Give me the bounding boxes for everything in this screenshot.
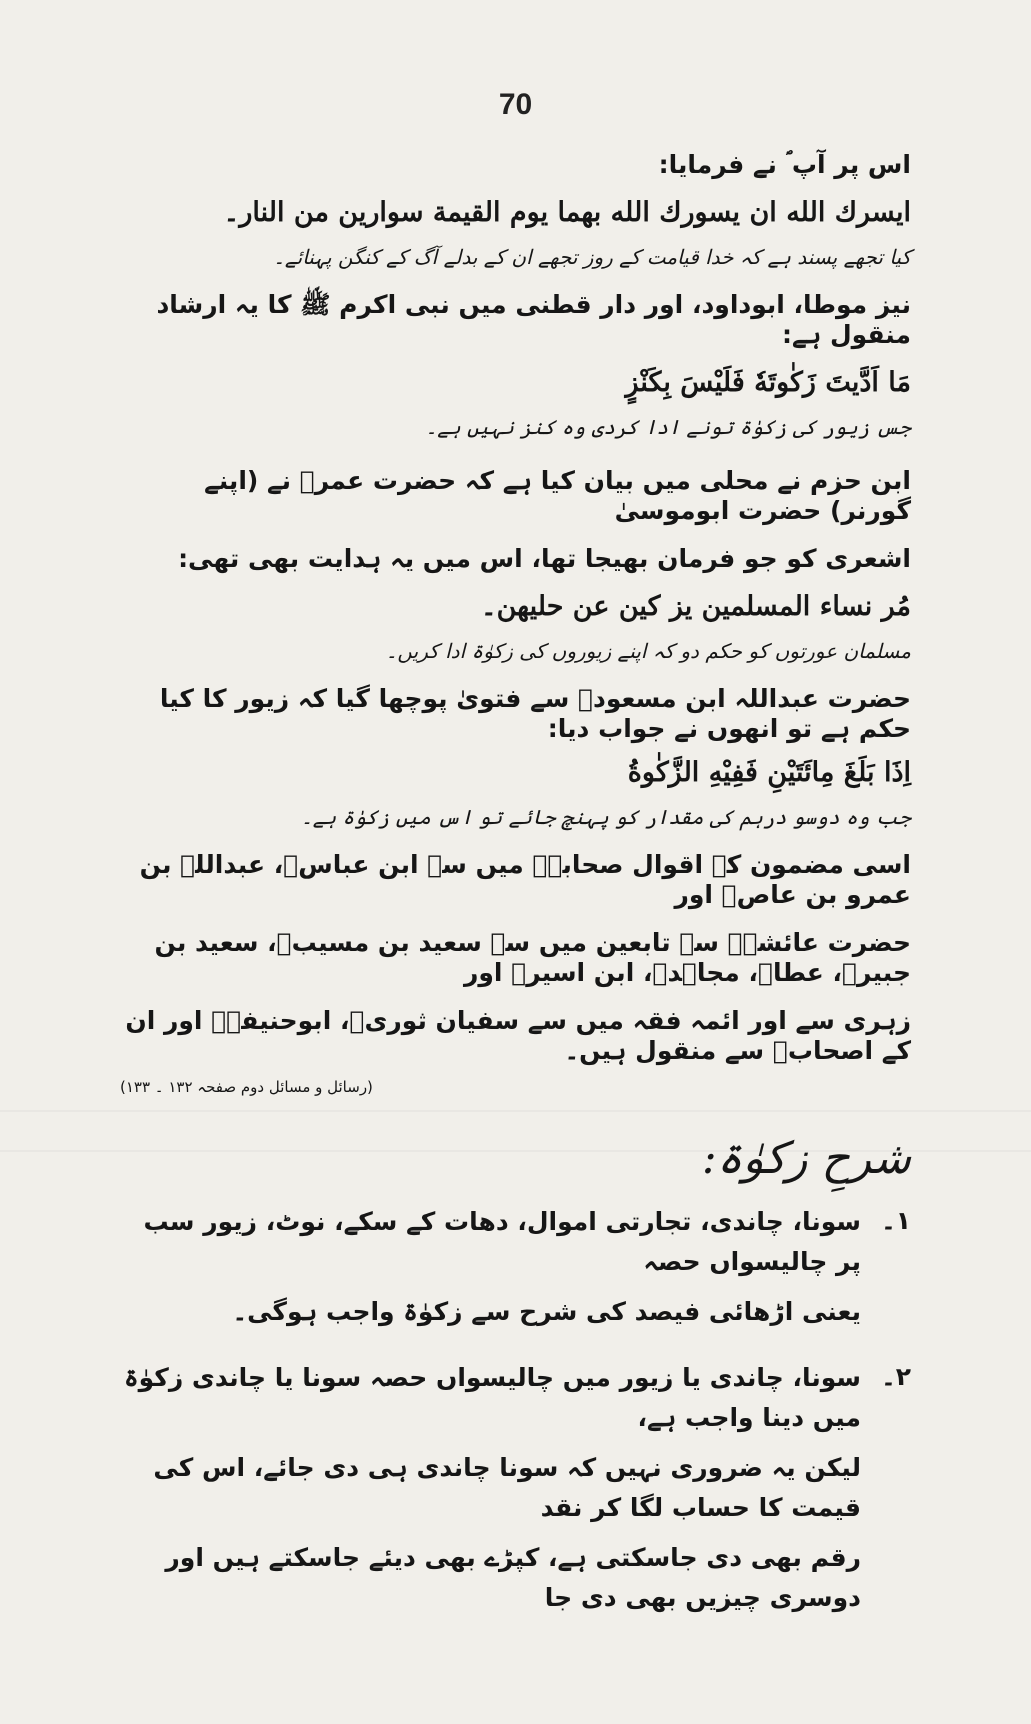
text-line: اس پر آپ ؐ نے فرمایا: <box>658 150 911 179</box>
text-line: اشعری کو جو فرمان بھیجا تھا، اس میں یہ ہدایت بھی تھی: <box>178 544 911 573</box>
section-heading: شرحِ زکوٰۃ: <box>701 1133 911 1184</box>
translation-line: کیا تجھے پسند ہے کہ خدا قیامت کے روز تجھے ان کے بدلے آگ کے کنگن پہنائے۔ <box>273 245 911 269</box>
item-body <box>120 1358 861 1628</box>
page-content <box>120 150 911 1628</box>
translation-line: جس زیور کی زکوٰۃ تونے ادا کردی وہ کنز نہیں ہے۔ <box>425 415 911 439</box>
item-number: ۲۔ <box>881 1362 911 1391</box>
reference-citation: (رسائل و مسائل دوم صفحہ ۱۳۲ ۔ ۱۳۳) <box>120 1078 373 1096</box>
text-line: نیز موطا، ابوداود، اور دار قطنی میں نبی اکرم ﷺ کا یہ ارشاد منقول ہے: <box>156 290 911 349</box>
text-line: حضرت عائشہؓ سے تابعین میں سے سعید بن مسیبؒ، سعید بن جبیرؒ، عطاؒ، مجاہدؒ، ابن اسیرؒ اور <box>154 928 911 987</box>
item-line: رقم بھی دی جاسکتی ہے، کپڑے بھی دیئے جاسکتے ہیں اور دوسری چیزیں بھی دی جا <box>165 1543 861 1612</box>
item-line: سونا، چاندی یا زیور میں چالیسواں حصہ سونا یا چاندی زکوٰۃ میں دینا واجب ہے، <box>123 1363 861 1432</box>
item-body <box>120 1202 861 1342</box>
text-line: حضرت عبداللہ ابن مسعودؓ سے فتویٰ پوچھا گیا کہ زیور کا کیا حکم ہے تو انھوں نے جواب دیا: <box>159 684 911 743</box>
item-line: یعنی اڑھائی فیصد کی شرح سے زکوٰۃ واجب ہوگی۔ <box>232 1297 861 1326</box>
translation-line: مسلمان عورتوں کو حکم دو کہ اپنے زیوروں کی زکوٰۃ ادا کریں۔ <box>385 639 911 663</box>
translation-line: جب وہ دوسو درہم کی مقدار کو پہنچ جائے تو اس میں زکوٰۃ ہے۔ <box>301 805 911 829</box>
arabic-quote: اِذَا بَلَغَ مِائَتَيْنِ فَفِيْهِ الزَّكٰوةُ <box>627 757 911 788</box>
list-item <box>120 1202 911 1342</box>
item-number: ۱۔ <box>881 1206 911 1235</box>
arabic-quote: مَا اَدَّيتَ زَكٰوتَهٗ فَلَيْسَ بِكَنْزٍ <box>625 367 911 398</box>
item-line: سونا، چاندی، تجارتی اموال، دھات کے سکے، نوٹ، زیور سب پر چالیسواں حصہ <box>143 1207 861 1276</box>
list-item <box>120 1358 911 1628</box>
item-line: لیکن یہ ضروری نہیں کہ سونا چاندی ہی دی جائے، اس کی قیمت کا حساب لگا کر نقد <box>153 1453 861 1522</box>
arabic-quote: مُر نساء المسلمین یز کین عن حلیهن۔ <box>480 591 911 622</box>
text-line: زہری سے اور ائمہ فقہ میں سے سفیان ثوریؒ، ابوحنیفہؒ اور ان کے اصحابؒ سے منقول ہیں۔ <box>125 1006 911 1065</box>
arabic-quote: ایسرك الله ان یسورك الله بهما یوم القیمة سوارین من النار۔ <box>223 197 911 228</box>
text-line: اسی مضمون کے اقوال صحابہؓ میں سے ابن عباسؓ، عبداللہ بن عمرو بن عاصؓ اور <box>139 850 911 909</box>
text-line: ابن حزم نے محلی میں بیان کیا ہے کہ حضرت عمرؓ نے (اپنے گورنر) حضرت ابوموسیٰ <box>204 466 911 525</box>
page-number: 70 <box>498 88 533 121</box>
